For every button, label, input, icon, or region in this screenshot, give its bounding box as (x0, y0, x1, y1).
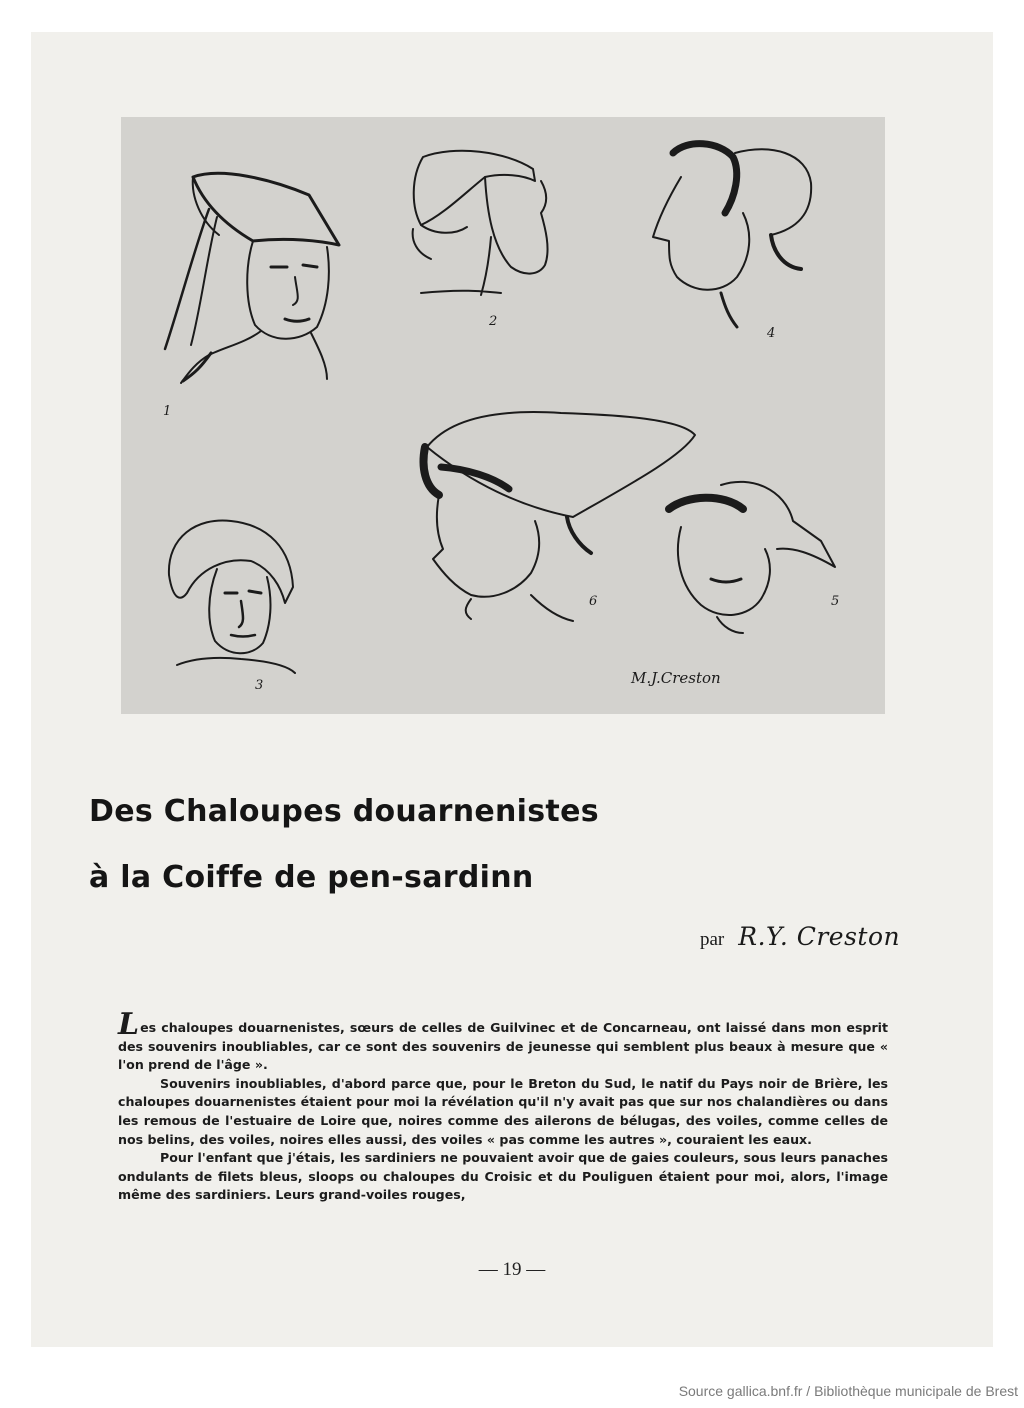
sketch-coiffe-3 (169, 520, 295, 673)
sketch-label-2: 2 (489, 314, 498, 329)
sketch-label-6: 6 (589, 594, 598, 609)
paragraph-3: Pour l'enfant que j'étais, les sardiniers ne pouvaient avoir que de gaies couleurs, sous leurs panaches ondulants de filets bleus, sloops ou chaloupes du Croisic et du Pouliguen étaient pour moi, alors, l'image même des sardiniers. Leurs grand-voiles rouges, (118, 1150, 888, 1203)
sketch-coiffe-5 (669, 482, 835, 633)
article-title-line-1: Des Chaloupes douarnenistes (89, 794, 599, 829)
paragraph-1-text: es chaloupes douarnenistes, sœurs de celles de Guilvinec et de Concarneau, ont laissé dans mon esprit des souvenirs inoubliables, car ce sont des souvenirs de jeunesse qui semblent plus beaux à mesure que « l'on prend de l'âge ». (118, 1020, 888, 1073)
coiffe-sketches-illustration (121, 117, 885, 714)
paragraph-2: Souvenirs inoubliables, d'abord parce que, pour le Breton du Sud, le natif du Pays noir de Brière, les chaloupes douarnenistes étaient pour moi la révélation qu'il n'y avait pas que sur nos chalandières ou dans les remous de l'estuaire de Loire que, noires comme des ailerons de bélugas, des voiles, comme celles de nos belins, des voiles, noires elles aussi, des voiles « pas comme les autres », couraient les eaux. (118, 1075, 888, 1147)
drop-cap: L (118, 1007, 140, 1042)
source-credit: Source gallica.bnf.fr / Bibliothèque municipale de Brest (678, 1383, 1018, 1399)
sketch-coiffe-2 (413, 151, 548, 295)
sketch-coiffe-6 (424, 412, 695, 621)
sketch-coiffe-4 (653, 144, 811, 327)
article-title-line-2: à la Coiffe de pen-sardinn (89, 860, 534, 895)
author-name: R.Y. Creston (738, 922, 901, 951)
paragraph-1 (118, 1007, 888, 1075)
artist-signature: M.J.Creston (631, 669, 721, 687)
page-number: — 19 — (478, 1259, 546, 1280)
sketch-coiffe-1 (165, 173, 339, 383)
byline (700, 922, 900, 951)
sketch-label-3: 3 (255, 678, 264, 693)
byline-prefix: par (700, 929, 725, 950)
sketch-label-5: 5 (831, 594, 840, 609)
sketch-label-1: 1 (163, 404, 172, 419)
article-body (118, 1007, 888, 1205)
sketch-label-4: 4 (767, 326, 776, 341)
